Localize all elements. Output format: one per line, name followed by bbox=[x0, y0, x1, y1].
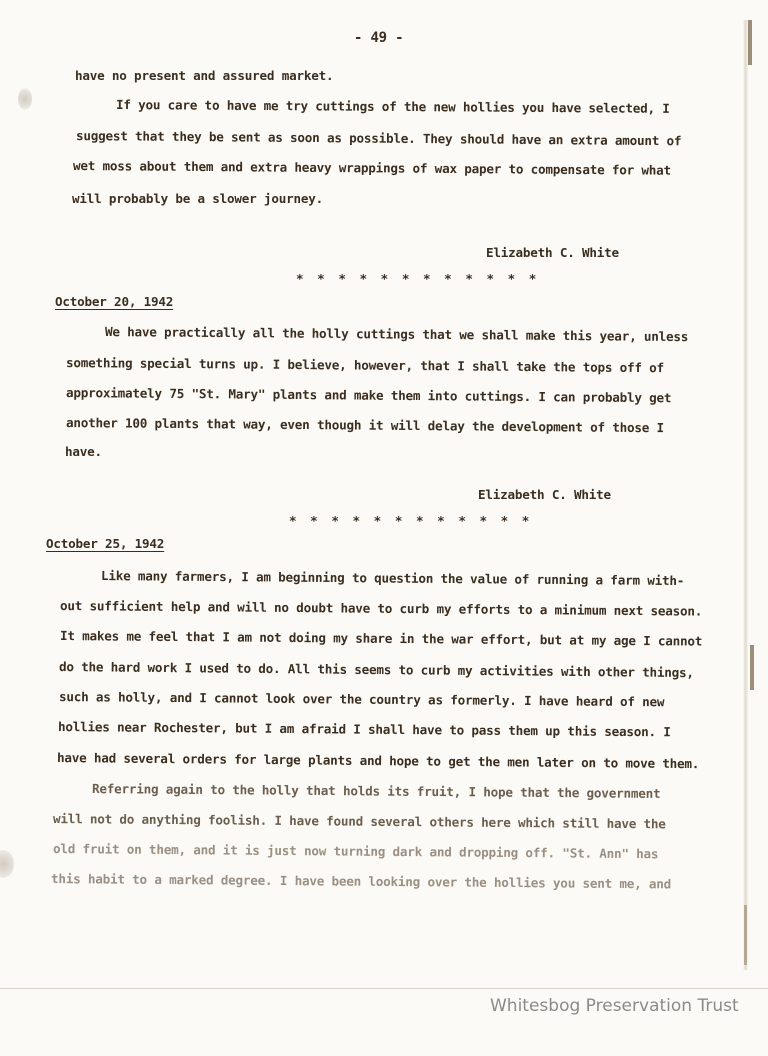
letter-2-line-2: something special turns up. I believe, however, that I shall take the tops off of bbox=[65, 355, 665, 376]
letter-3-line-8: Referring again to the holly that holds its fruit, I hope that the government bbox=[91, 781, 661, 801]
letter-1-separator: * * * * * * * * * * * * bbox=[296, 271, 540, 286]
letter-2-date: October 20, 1942 bbox=[55, 294, 174, 309]
letter-1-line-5: will probably be a slower journey. bbox=[72, 191, 323, 206]
letter-3-line-7: have had several orders for large plants and hope to get the men later on to move them. bbox=[56, 750, 700, 772]
letter-2-line-3: approximately 75 "St. Mary" plants and make them into cuttings. I can probably get bbox=[65, 385, 672, 406]
scan-bottom-edge bbox=[0, 988, 768, 989]
paper-edge-mark bbox=[748, 20, 752, 65]
letter-3-date: October 25, 1942 bbox=[46, 536, 165, 551]
page-number: - 49 - bbox=[354, 30, 404, 46]
letter-2-line-1: We have practically all the holly cuttings that we shall make this year, unless bbox=[104, 324, 689, 345]
letter-1-line-4: wet moss about them and extra heavy wrappings of wax paper to compensate for what bbox=[72, 158, 671, 178]
letter-3-line-9: will not do anything foolish. I have found several others here which still have the bbox=[52, 811, 666, 832]
letter-3-line-5: such as holly, and I cannot look over the country as formerly. I have heard of new bbox=[58, 689, 665, 710]
letter-1-line-1: have no present and assured market. bbox=[75, 68, 334, 83]
punch-hole-mark bbox=[18, 88, 32, 110]
letter-1-line-3: suggest that they be sent as soon as possible. They should have an extra amount of bbox=[75, 128, 682, 149]
paper-edge-mark bbox=[744, 905, 747, 965]
letter-2-separator: * * * * * * * * * * * * bbox=[289, 513, 533, 528]
paper-edge-shadow bbox=[743, 20, 748, 970]
letter-3-line-11: this habit to a marked degree. I have been looking over the hollies you sent me, and bbox=[50, 871, 672, 892]
letter-3-line-2: out sufficient help and will no doubt have to curb my efforts to a minimum next season. bbox=[59, 598, 703, 619]
letter-2-line-5: have. bbox=[65, 444, 102, 459]
letter-1-signature: Elizabeth C. White bbox=[486, 245, 619, 260]
letter-2-signature: Elizabeth C. White bbox=[478, 487, 611, 502]
letter-3-line-6: hollies near Rochester, but I am afraid I shall have to pass them up this season. I bbox=[57, 719, 671, 740]
letter-3-line-1: Like many farmers, I am beginning to question the value of running a farm with- bbox=[100, 568, 685, 589]
letter-2-line-4: another 100 plants that way, even though it will delay the development of those I bbox=[65, 415, 665, 436]
letter-3-line-10: old fruit on them, and it is just now turning dark and dropping off. "St. Ann" has bbox=[52, 841, 659, 862]
punch-hole-mark bbox=[0, 850, 14, 878]
watermark: Whitesbog Preservation Trust bbox=[490, 996, 739, 1016]
paper-edge-mark bbox=[750, 645, 754, 690]
letter-3-line-4: do the hard work I used to do. All this seems to curb my activities with other things, bbox=[58, 659, 694, 681]
letter-3-line-3: It makes me feel that I am not doing my share in the war effort, but at my age I cannot bbox=[59, 628, 703, 649]
letter-1-line-2: If you care to have me try cuttings of the new hollies you have selected, I bbox=[115, 97, 670, 116]
